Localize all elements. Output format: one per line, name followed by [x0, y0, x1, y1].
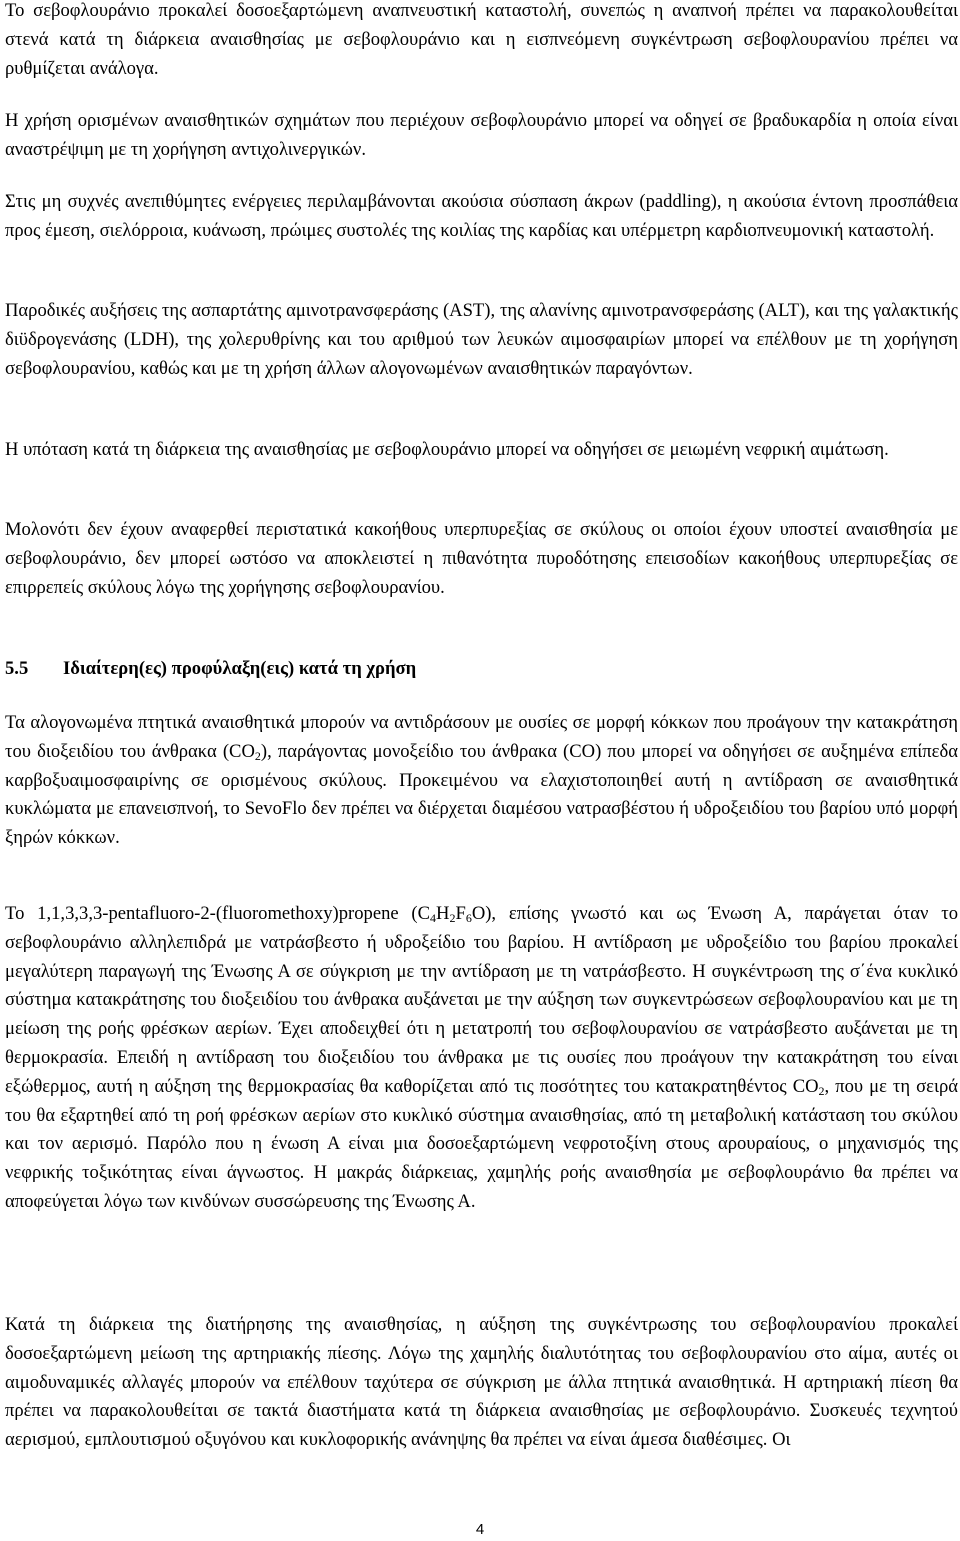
- paragraph-respiratory-depression: Το σεβοφλουράνιο προκαλεί δοσοεξαρτώμενη αναπνευστική καταστολή, συνεπώς η αναπνοή πρέπει να παρακολουθείται στενά κατά τη διάρκεια αναισθησίας με σεβοφλουράνιο και η εισπνεόμενη συγκέντρωση σεβοφλουρανίου πρέπει να ρυθμίζεται ανάλογα.: [5, 0, 958, 79]
- paragraph-compound-a: Το 1,1,3,3,3-pentafluoro-2-(fluoromethoxy)propene $(C_4H_2F_6O)$, επίσης γνωστό και ως Ένωση Α, παράγεται όταν το σεβοφλουράνιο αλληλεπιδρά με νατράσβεστο ή υδροξείδιο του βαρίου. Η αντίδραση με υδροξείδιο του βαρίου προκαλεί μεγαλύτερη παραγωγή της Ένωσης Α σε σύγκριση με την αντίδραση με τη νατράσβεστο. Η συγκέντρωση της σ΄ένα κυκλικό σύστημα κατακράτησης του διοξειδίου του άνθρακα αυξάνεται με την αύξηση των συγκεντρώσεων σεβοφλουρανίου και με τη μείωση της ροής φρέσκων αερίων. Έχει αποδειχθεί ότι η μετατροπή του σεβοφλουρανίου σε νατράσβεστο αυξάνεται με τη θερμοκρασία. Επειδή η αντίδραση του διοξειδίου του άνθρακα με τις ουσίες που προάγουν την κατακράτηση του είναι εξώθερμος, αυτή η αύξηση της θερμοκρασίας θα καθορίζεται από τις ποσότητες του κατακρατηθέντος $CO_2$, που με τη σειρά του θα εξαρτηθεί από τη ροή φρέσκων αερίων στο κυκλικό σύστημα αναισθησίας, από τη μεταβολική κατάσταση του σκύλου και τον αερισμό. Παρόλο που η ένωση Α είναι μια δοσοεξαρτώμενη νεφροτοξίνη στους αρουραίους, ο μηχανισμός της νεφρικής τοξικότητας είναι άγνωστος. Η μακράς διάρκειας, χαμηλής ροής αναισθησία με σεβοφλουράνιο θα πρέπει να αποφεύγεται λόγω των κινδύνων συσσώρευσης της Ένωσης Α.: [5, 903, 958, 1212]
- section-number: 5.5: [5, 658, 29, 679]
- paragraph-uncommon-adverse-effects: Στις μη συχνές ανεπιθύμητες ενέργειες περιλαμβάνονται ακούσια σύσπαση άκρων (paddling), η ακούσια έντονη προσπάθεια προς έμεση, σιελόρροια, κυάνωση, πρώιμες συστολές της κοιλίας της καρδίας και υπέρμετρη καρδιοπνευμονική καταστολή.: [5, 191, 958, 241]
- page-number: 4: [475, 1521, 485, 1538]
- paragraph-malignant-hyperthermia: Μολονότι δεν έχουν αναφερθεί περιστατικά κακοήθους υπερπυρεξίας σε σκύλους οι οποίοι έχουν υποστεί αναισθησία με σεβοφλουράνιο, δεν μπορεί ωστόσο να αποκλειστεί η πιθανότητα πυροδότησης επεισοδίων κακοήθους υπερπυρεξίας σε επιρρεπείς σκύλους λόγω της χορήγησης σεβοφλουρανίου.: [5, 519, 958, 598]
- paragraph-bradycardia: Η χρήση ορισμένων αναισθητικών σχημάτων που περιέχουν σεβοφλουράνιο μπορεί να οδηγεί σε βραδυκαρδία η οποία είναι αναστρέψιμη με τη χορήγηση αντιχολινεργικών.: [5, 110, 958, 160]
- paragraph-blood-pressure: Κατά τη διάρκεια της διατήρησης της αναισθησίας, η αύξηση της συγκέντρωσης του σεβοφλουρανίου προκαλεί δοσοεξαρτώμενη μείωση της αρτηριακής πίεσης. Λόγω της χαμηλής διαλυτότητας του σεβοφλουρανίου στο αίμα, αυτές οι αιμοδυναμικές αλλαγές μπορούν να επέλθουν ταχύτερα σε σύγκριση με άλλα πτητικά αναισθητικά. Η αρτηριακή πίεση θα πρέπει να παρακολουθείται σε τακτά διαστήματα κατά τη διάρκεια αναισθησίας με σεβοφλουράνιο. Συσκευές τεχνητού αερισμού, εμπλουτισμού οξυγόνου και κυκλοφορικής ανάνηψης θα πρέπει να είναι άμεσα διαθέσιμες. Οι: [5, 1314, 958, 1451]
- section-heading: [5, 655, 416, 684]
- section-title: Ιδιαίτερη(ες) προφύλαξη(εις) κατά τη χρήση: [63, 658, 417, 679]
- paragraph-liver-enzymes: Παροδικές αυξήσεις της ασπαρτάτης αμινοτρανσφεράσης (AST), της αλανίνης αμινοτρανσφεράσης (ALT), και της γαλακτικής διϋδρογενάσης (LDH), της χολερυθρίνης και του αριθμού των λευκών αιμοσφαιρίων μπορεί να επέλθουν με τη χορήγηση σεβοφλουρανίου, καθώς και με τη χρήση άλλων αλογονωμένων αναισθητικών παραγόντων.: [5, 300, 958, 379]
- paragraph-hypotension: Η υπόταση κατά τη διάρκεια της αναισθησίας με σεβοφλουράνιο μπορεί να οδηγήσει σε μειωμένη νεφρική αιμάτωση.: [5, 439, 889, 460]
- paragraph-co2-absorbents: Τα αλογονωμένα πτητικά αναισθητικά μπορούν να αντιδράσουν με ουσίες σε μορφή κόκκων που προάγουν την κατακράτηση του διοξειδίου του άνθρακα $(CO_2)$, παράγοντας μονοξείδιο του άνθρακα (CO) που μπορεί να οδηγήσει σε αυξημένα επίπεδα καρβοξυαιμοσφαιρίνης σε ορισμένους σκύλους. Προκειμένου να ελαχιστοποιηθεί αυτή η αντίδραση σε αναισθητικά κυκλώματα με επανεισπνοή, το SevoFlo δεν πρέπει να διέρχεται διαμέσου νατρασβέστου ή υδροξειδίου του βαρίου υπό μορφή ξηρών κόκκων.: [5, 712, 958, 849]
